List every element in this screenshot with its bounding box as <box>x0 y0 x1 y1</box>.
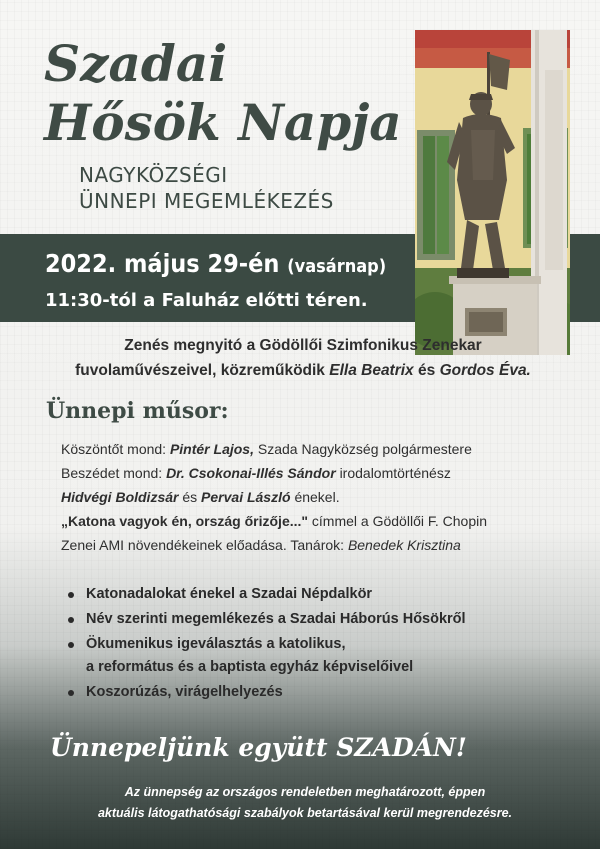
intro-text <box>43 333 563 383</box>
event-time-place: 11:30-tól a Faluház előtti téren. <box>45 290 368 311</box>
greeting-role: Szada Nagyközség polgármestere <box>257 441 472 457</box>
bullet-text: a református és a baptista egyház képviselőivel <box>86 659 414 675</box>
program-speech <box>61 461 581 485</box>
footnote-line-1: Az ünnepség az országos rendeletben meghatározott, éppen <box>124 785 486 799</box>
bullet-item <box>66 633 566 656</box>
intro-part-1: Zenés megnyitó a Gödöllői Szimfonikus Zenekar <box>124 337 482 354</box>
footnote <box>40 782 570 824</box>
speech-name: Dr. Csokonai-Illés Sándor <box>166 465 336 481</box>
program-song <box>61 509 581 533</box>
bullet-text: Ökumenikus igeválasztás a katolikus, <box>86 636 346 652</box>
performer-1: Ella Beatrix <box>329 362 414 379</box>
intro-part-2: fuvolaművészeivel, közreműködik <box>75 362 325 379</box>
bullet-text: Koszorúzás, virágelhelyezés <box>86 684 283 700</box>
program-heading: Ünnepi műsor: <box>46 398 229 424</box>
program-bullets <box>66 583 566 706</box>
singer-1: Hidvégi Boldizsár <box>61 489 179 505</box>
performer-2: Gordos Éva. <box>439 362 531 379</box>
bullet-text: Név szerinti megemlékezés a Szadai Háborús Hősökről <box>86 611 466 627</box>
footnote-line-2: aktuális látogathatósági szabályok betartásával kerül megrendezésre. <box>97 806 513 820</box>
program-list <box>61 437 581 557</box>
bullet-item <box>66 583 566 606</box>
greeting-label: Köszöntőt mond: <box>61 441 167 457</box>
bullet-dot-icon <box>68 617 74 623</box>
singers-and: és <box>182 489 198 505</box>
singers-action: énekel. <box>294 489 340 505</box>
song-desc: címmel a Gödöllői F. Chopin <box>311 513 487 529</box>
song-title: „Katona vagyok én, ország őrizője..." <box>61 513 309 529</box>
speech-label: Beszédet mond: <box>61 465 163 481</box>
event-date <box>45 249 386 278</box>
singer-2: Pervai László <box>201 489 291 505</box>
bullet-dot-icon <box>68 690 74 696</box>
bullet-dot-icon <box>68 642 74 648</box>
bullet-item <box>66 608 566 631</box>
title-line-1: Szadai <box>44 34 228 93</box>
bullet-text: Katonadalokat énekel a Szadai Népdalkör <box>86 586 373 602</box>
intro-and: és <box>418 362 436 379</box>
speech-role: irodalomtörténész <box>339 465 451 481</box>
program-song-2 <box>61 533 581 557</box>
subtitle-line-2: ÜNNEPI MEGEMLÉKEZÉS <box>79 189 334 213</box>
title-line-2: Hősök Napja <box>44 93 402 152</box>
program-singers <box>61 485 581 509</box>
event-date-main: 2022. május 29-én <box>45 249 280 278</box>
greeting-name: Pintér Lajos, <box>169 441 254 457</box>
bullet-item-continuation <box>66 656 566 679</box>
subtitle-line-1: NAGYKÖZSÉGI <box>79 163 228 187</box>
event-day: (vasárnap) <box>287 256 387 277</box>
bullet-item <box>66 681 566 704</box>
program-greeting <box>61 437 581 461</box>
song-desc-2: Zenei AMI növendékeinek előadása. Tanárok: <box>61 537 345 553</box>
slogan: Ünnepeljünk együtt SZADÁN! <box>50 733 467 762</box>
bullet-dot-icon <box>68 592 74 598</box>
memorial-statue-photo <box>415 30 570 355</box>
teacher-name: Benedek Krisztina <box>347 537 461 553</box>
